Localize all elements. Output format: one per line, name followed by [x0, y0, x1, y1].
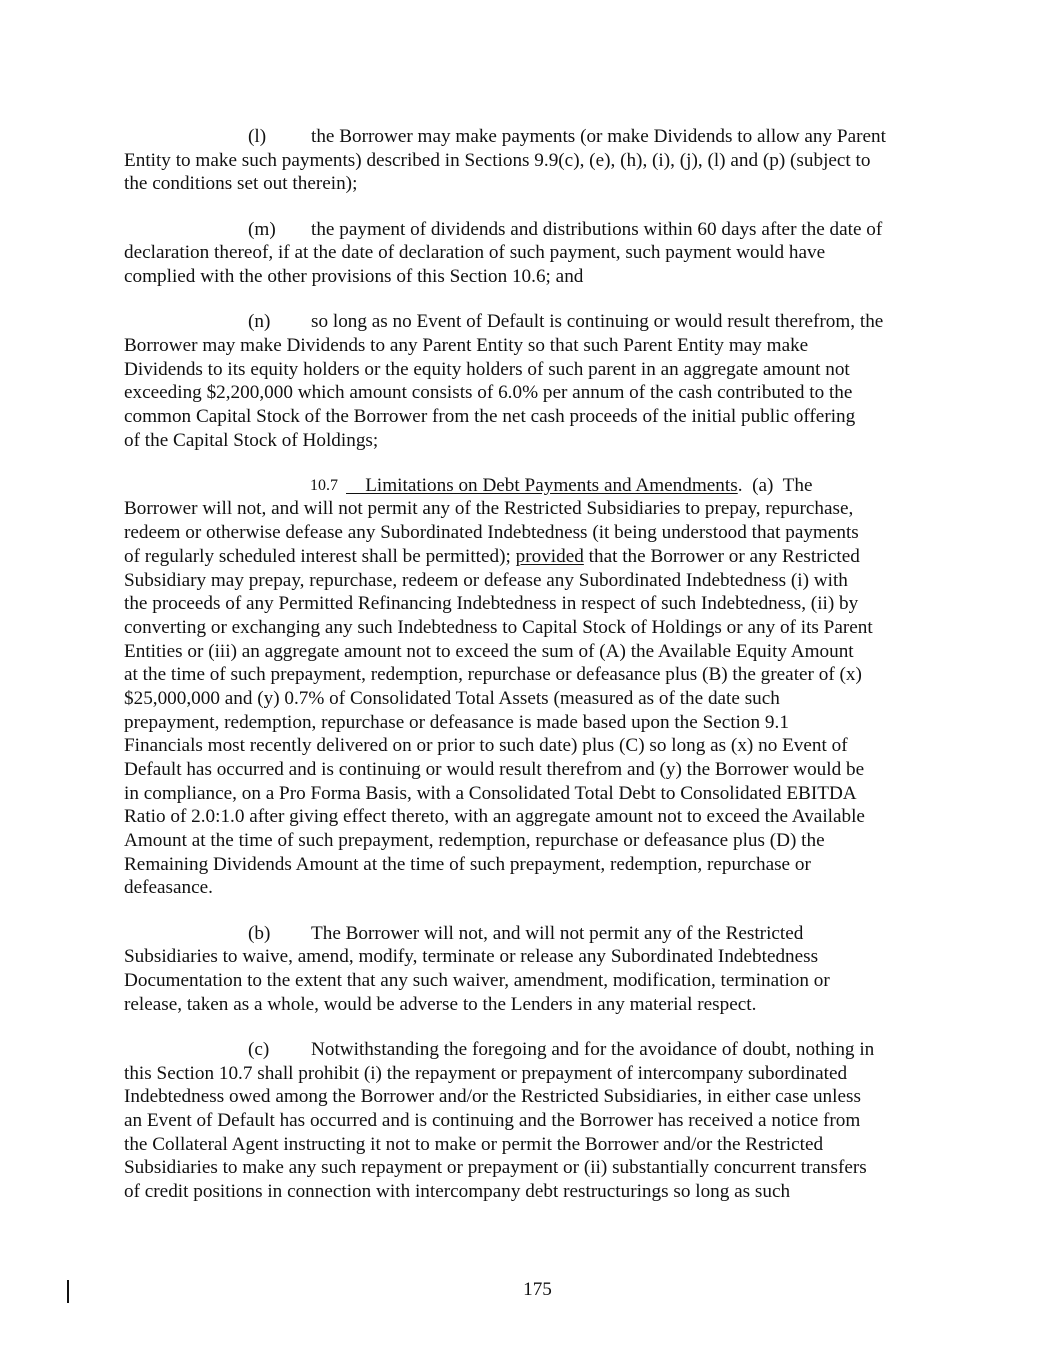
clause-paragraph [124, 1038, 944, 1204]
text-segment: the Borrower may make payments (or make Dividends to allow any Parent [311, 126, 886, 147]
clause-label: (l) [248, 126, 267, 147]
line-text [311, 218, 882, 242]
text-segment: converting or exchanging any such Indebtedness to Capital Stock of Holdings or any of its Parent [124, 616, 873, 638]
line-text [346, 474, 812, 498]
text-line [124, 687, 944, 711]
text-segment: Documentation to the extent that any such waiver, amendment, modification, termination or [124, 970, 830, 991]
clause-paragraph [124, 310, 944, 452]
text-segment: an Event of Default has occurred and is continuing and the Borrower has received a notice from [124, 1109, 861, 1131]
text-line [124, 782, 944, 806]
document-body [124, 125, 944, 1204]
text-segment: Indebtedness owed among the Borrower and/or the Restricted Subsidiaries, in either case unless [124, 1086, 861, 1108]
text-segment: of the Capital Stock of Holdings; [124, 429, 379, 451]
text-segment: the payment of dividends and distributions within 60 days after the date of [311, 218, 883, 240]
text-segment: Remaining Dividends Amount at the time of such prepayment, redemption, repurchase or [124, 853, 811, 875]
clause-paragraph [124, 922, 944, 1017]
text-segment: Entities or (iii) an aggregate amount not to exceed the sum of (A) the Available Equity Amount [124, 640, 854, 662]
text-segment: Notwithstanding the foregoing and for the avoidance of doubt, nothing in [311, 1038, 875, 1060]
page-number: 175 [523, 1279, 552, 1300]
text-segment: redeem or otherwise defease any Subordinated Indebtedness (it being understood that payments [124, 522, 859, 544]
text-line [124, 922, 944, 946]
text-segment: common Capital Stock of the Borrower from the net cash proceeds of the initial public offering [124, 405, 856, 427]
text-line [124, 758, 944, 782]
text-segment: release, taken as a whole, would be adverse to the Lenders in any material respect. [124, 993, 757, 1015]
text-line [124, 829, 944, 853]
text-segment: Borrower will not, and will not permit any of the Restricted Subsidiaries to prepay, repurchase, [124, 498, 854, 520]
text-line [124, 1133, 944, 1157]
text-line [124, 640, 944, 664]
text-line [124, 592, 944, 616]
text-line [124, 663, 944, 687]
section-number: 10.7 [310, 476, 338, 494]
text-line [124, 429, 944, 453]
text-line [124, 711, 944, 735]
clause-label: (c) [248, 1038, 270, 1060]
text-line [124, 1062, 944, 1086]
text-segment: The Borrower will not, and will not permit any of the Restricted [311, 922, 804, 944]
clause-paragraph [124, 125, 944, 196]
text-line [124, 993, 944, 1017]
line-text [311, 125, 886, 149]
text-line [124, 218, 944, 242]
text-segment: Amount at the time of such prepayment, redemption, repurchase or defeasance plus (D) the [124, 830, 825, 852]
text-line [124, 876, 944, 900]
text-line [124, 521, 944, 545]
text-line [124, 310, 944, 334]
text-segment: Borrower may make Dividends to any Parent Entity so that such Parent Entity may make [124, 334, 809, 356]
line-text [311, 310, 883, 334]
line-text [311, 1038, 874, 1062]
section-paragraph [124, 474, 944, 900]
text-segment: of credit positions in connection with intercompany debt restructurings so long as such [124, 1181, 791, 1202]
text-segment: Default has occurred and is continuing or would result therefrom and (y) the Borrower would be [124, 759, 865, 780]
text-line [124, 405, 944, 429]
text-line [124, 853, 944, 877]
text-line [124, 1156, 944, 1180]
text-line [124, 969, 944, 993]
text-line [124, 945, 944, 969]
underlined-term: Limitations on Debt Payments and Amendments [346, 474, 738, 496]
text-line [124, 616, 944, 640]
text-segment: the Collateral Agent instructing it not to make or permit the Borrower and/or the Restricted [124, 1133, 824, 1155]
clause-label: (b) [248, 922, 271, 944]
text-segment: the conditions set out therein); [124, 173, 358, 195]
text-line [124, 149, 944, 173]
text-line [124, 734, 944, 758]
text-line [124, 241, 944, 265]
text-line [124, 358, 944, 382]
line-text [311, 922, 803, 946]
text-segment: Entity to make such payments) described in Sections 9.9(c), (e), (h), (i), (j), (l) and (p) (subject to [124, 149, 871, 171]
text-segment: of regularly scheduled interest shall be permitted); [124, 545, 516, 567]
text-segment: so long as no Event of Default is continuing or would result therefrom, the [311, 311, 884, 333]
text-line [124, 545, 944, 569]
text-segment: exceeding $2,200,000 which amount consists of 6.0% per annum of the cash contributed to the [124, 382, 853, 404]
text-segment: in compliance, on a Pro Forma Basis, with a Consolidated Total Debt to Consolidated EBITDA [124, 782, 857, 804]
text-segment: at the time of such prepayment, redemption, repurchase or defeasance plus (B) the greater of (x) [124, 664, 862, 686]
clause-label: (m) [248, 218, 276, 240]
text-line [124, 1109, 944, 1133]
text-segment: $25,000,000 and (y) 0.7% of Consolidated Total Assets (measured as of the date such [124, 687, 780, 709]
text-line [124, 474, 944, 498]
text-line [124, 497, 944, 521]
text-segment: Dividends to its equity holders or the equity holders of such parent in an aggregate amount not [124, 358, 850, 380]
text-segment: Subsidiaries to waive, amend, modify, terminate or release any Subordinated Indebtedness [124, 946, 819, 968]
text-segment: Ratio of 2.0:1.0 after giving effect thereto, with an aggregate amount not to exceed the Available [124, 806, 865, 828]
text-segment: this Section 10.7 shall prohibit (i) the repayment or prepayment of intercompany subordinated [124, 1062, 848, 1084]
text-line [124, 805, 944, 829]
text-line [124, 1180, 944, 1204]
text-line [124, 1085, 944, 1109]
text-line [124, 172, 944, 196]
text-line [124, 265, 944, 289]
clause-label: (n) [248, 311, 271, 333]
text-segment: Subsidiary may prepay, repurchase, redeem or defease any Subordinated Indebtedness (i) with [124, 569, 848, 591]
text-segment: the proceeds of any Permitted Refinancing Indebtedness in respect of such Indebtedness, (ii) by [124, 593, 859, 615]
text-segment: defeasance. [124, 877, 213, 899]
text-segment: prepayment, redemption, repurchase or defeasance is made based upon the Section 9.1 [124, 711, 789, 733]
underlined-term: provided [515, 545, 584, 567]
text-line [124, 125, 944, 149]
text-segment: Subsidiaries to make any such repayment or prepayment or (ii) substantially concurrent transfers [124, 1157, 867, 1179]
text-segment: . (a) The [737, 474, 813, 496]
text-segment: that the Borrower or any Restricted [583, 545, 860, 567]
text-line [124, 381, 944, 405]
text-segment: Financials most recently delivered on or prior to such date) plus (C) so long as (x) no Event of [124, 735, 848, 757]
text-line [124, 334, 944, 358]
text-line [124, 1038, 944, 1062]
clause-paragraph [124, 218, 944, 289]
text-line [124, 569, 944, 593]
text-segment: complied with the other provisions of this Section 10.6; and [124, 265, 584, 287]
text-segment: declaration thereof, if at the date of declaration of such payment, such payment would have [124, 242, 826, 264]
